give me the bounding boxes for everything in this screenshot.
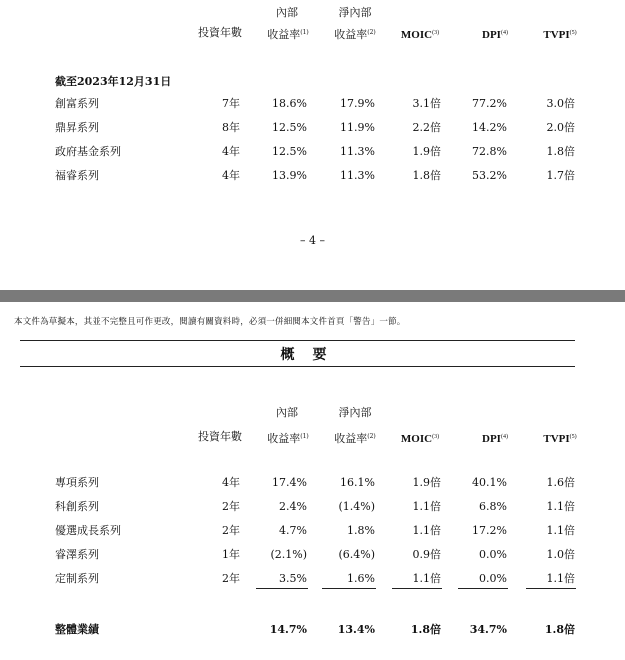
col-header-irr-line1: 內部 [276,406,298,419]
cell-moic: 1.8倍 [412,169,441,182]
cell-net-irr: 1.6% [347,572,375,585]
cell-dpi: 0.0% [479,572,507,585]
cell-irr: 13.9% [272,169,307,182]
col-header-tvpi: TVPI$^{(5)}$ [543,433,577,445]
col-header-net-irr-line2: 收益率$^{(2)}$ [334,432,376,445]
cell-tvpi: 1.1倍 [546,524,575,537]
cell-moic: 1.1倍 [412,572,441,585]
cell-moic: 1.9倍 [412,476,441,489]
cell-net-irr: (1.4%) [338,500,375,513]
cell-net-irr: 17.9% [340,97,375,110]
cell-years: 1年 [222,548,240,561]
col-header-net-irr-line1: 淨內部 [338,6,372,19]
cell-moic: 2.2倍 [412,121,441,134]
total-cell-net-irr: 13.4% [337,623,375,636]
subtotal-line-tvpi [526,588,576,589]
section-rule-top [20,340,575,341]
page-separator [0,290,625,302]
cell-moic: 1.1倍 [412,500,441,513]
cell-name: 睿澤系列 [55,548,99,561]
cell-irr: (2.1%) [270,548,307,561]
cell-net-irr: 16.1% [340,476,375,489]
cell-tvpi: 1.1倍 [546,500,575,513]
cell-tvpi: 2.0倍 [546,121,575,134]
cell-name: 福睿系列 [55,169,99,182]
total-cell-tvpi: 1.8倍 [544,623,575,636]
cell-dpi: 77.2% [472,97,507,110]
cell-dpi: 6.8% [479,500,507,513]
cell-net-irr: 11.3% [340,145,375,158]
cell-name: 創富系列 [55,97,99,110]
col-header-years: 投資年數 [198,430,242,443]
cell-dpi: 40.1% [472,476,507,489]
cell-years: 2年 [222,524,240,537]
cell-irr: 3.5% [279,572,307,585]
cell-name: 鼎昇系列 [55,121,99,134]
cell-dpi: 14.2% [472,121,507,134]
subtotal-line-irr [256,588,308,589]
cell-name: 優選成長系列 [55,524,121,537]
cell-net-irr: 11.9% [340,121,375,134]
col-header-moic: MOIC$^{(3)}$ [400,433,440,445]
draft-disclaimer: 本文件為草擬本，其並不完整且可作更改，閱讀有關資料時，必須一併細閱本文件首頁「警告」一節。 [14,317,406,327]
cell-tvpi: 1.8倍 [546,145,575,158]
col-header-dpi: DPI$^{(4)}$ [482,433,508,445]
cell-irr: 2.4% [279,500,307,513]
col-header-irr-line1: 內部 [276,6,298,19]
cell-moic: 3.1倍 [412,97,441,110]
cell-tvpi: 3.0倍 [546,97,575,110]
col-header-dpi: DPI$^{(4)}$ [482,29,508,41]
col-header-years: 投資年數 [198,26,242,39]
cell-years: 2年 [222,500,240,513]
col-header-net-irr-line2: 收益率$^{(2)}$ [334,28,376,41]
total-cell-name: 整體業績 [55,623,99,636]
cell-dpi: 53.2% [472,169,507,182]
cell-moic: 0.9倍 [412,548,441,561]
cell-irr: 18.6% [272,97,307,110]
col-header-moic: MOIC$^{(3)}$ [400,29,440,41]
document-page-bottom [0,302,625,660]
cell-years: 2年 [222,572,240,585]
cell-tvpi: 1.1倍 [546,572,575,585]
cell-net-irr: 11.3% [340,169,375,182]
cell-dpi: 72.8% [472,145,507,158]
col-header-irr-line2: 收益率$^{(1)}$ [267,432,309,445]
cell-dpi: 17.2% [472,524,507,537]
total-cell-dpi: 34.7% [469,623,507,636]
cell-moic: 1.1倍 [412,524,441,537]
cell-tvpi: 1.7倍 [546,169,575,182]
cell-years: 8年 [222,121,240,134]
page-number: – 4 – [300,234,325,247]
cell-years: 4年 [222,169,240,182]
cell-name: 科創系列 [55,500,99,513]
section-rule-bottom [20,366,575,367]
cell-name: 政府基金系列 [55,145,121,158]
subtotal-line-net-irr [322,588,376,589]
col-header-net-irr-line1: 淨內部 [338,406,372,419]
section-title: 概要 [280,347,345,363]
cell-years: 4年 [222,476,240,489]
cell-dpi: 0.0% [479,548,507,561]
cell-irr: 12.5% [272,145,307,158]
col-header-tvpi: TVPI$^{(5)}$ [543,29,577,41]
total-cell-moic: 1.8倍 [410,623,441,636]
cell-years: 7年 [222,97,240,110]
cell-name: 專項系列 [55,476,99,489]
cell-name: 定制系列 [55,572,99,585]
document-page-top [0,0,625,290]
cell-irr: 12.5% [272,121,307,134]
subtotal-line-dpi [458,588,508,589]
total-cell-irr: 14.7% [269,623,307,636]
cell-irr: 4.7% [279,524,307,537]
cell-tvpi: 1.6倍 [546,476,575,489]
subtotal-line-moic [392,588,442,589]
cell-net-irr: 1.8% [347,524,375,537]
cell-moic: 1.9倍 [412,145,441,158]
cell-irr: 17.4% [272,476,307,489]
cell-tvpi: 1.0倍 [546,548,575,561]
as-of-date-heading: 截至2023年12月31日 [55,75,172,88]
cell-net-irr: (6.4%) [338,548,375,561]
col-header-irr-line2: 收益率$^{(1)}$ [267,28,309,41]
cell-years: 4年 [222,145,240,158]
